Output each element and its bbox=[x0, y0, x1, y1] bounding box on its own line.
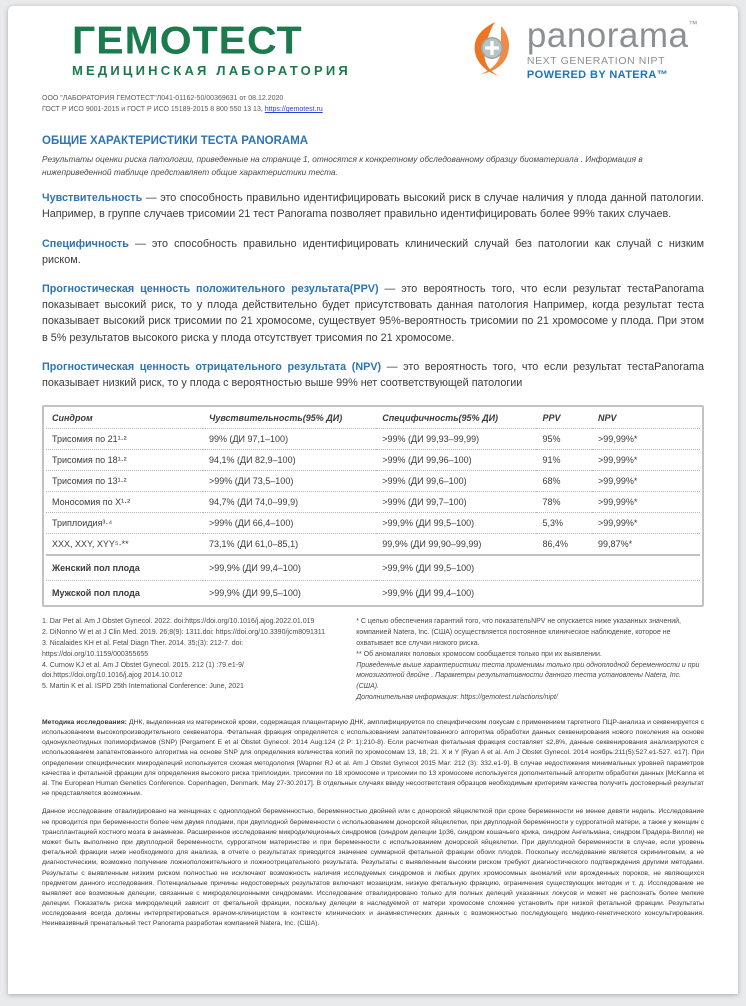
table-cell bbox=[536, 555, 592, 581]
panorama-tagline: NEXT GENERATION NIPT bbox=[526, 54, 666, 67]
table-cell: 95% bbox=[542, 434, 561, 445]
table-cell: >99,99%* bbox=[598, 476, 638, 487]
content bbox=[38, 135, 708, 929]
gemotest-link[interactable]: https://gemotest.ru bbox=[264, 106, 323, 114]
gemotest-logo-title: ГЕМОТЕСТ bbox=[72, 18, 303, 62]
trademark-symbol: ™ bbox=[688, 19, 698, 29]
table-cell: >99,9% (ДИ 99,5–100) bbox=[382, 563, 475, 574]
definition-sensitivity-text: — это способность правильно идентифицировать высокий риск в случае наличия у плода данной патологии. Например, в группе случаев трисомии 21 тест Panorama позволяет правильно идентифицировать более 99% таких случаев. bbox=[42, 192, 704, 221]
footnotes-section bbox=[42, 617, 704, 704]
table-cell: Трисомия по 13¹·² bbox=[52, 476, 127, 487]
col-header-specificity: Специфичность(95% ДИ) bbox=[382, 413, 499, 424]
table-cell: 78% bbox=[542, 497, 561, 508]
table-cell bbox=[592, 555, 700, 581]
document-page bbox=[8, 6, 738, 994]
table-cell: Мужской пол плода bbox=[52, 588, 140, 599]
definition-specificity-text: — это способность правильно идентифицировать клинический случай без патологии как случай с низким риском. bbox=[42, 237, 704, 266]
note-sex-chromosomes: ** Об аномалиях половых хромосом сообщается только при их выявлении. bbox=[356, 650, 602, 658]
methodology-paragraph bbox=[42, 718, 704, 800]
table-cell: >99,9% (ДИ 99,5–100) bbox=[382, 518, 475, 529]
table-cell: 68% bbox=[542, 476, 561, 487]
table-cell: 73,1% (ДИ 61,0–85,1) bbox=[208, 539, 299, 550]
intro-note: Результаты оценки риска патологии, приведенные на странице 1, относятся к конкретному обследованному образцу биоматериала . Информация в нижеприведенной таблице представляет общие характеристики теста. bbox=[42, 154, 643, 177]
definition-sensitivity bbox=[42, 190, 704, 222]
table-row-monosomy-x bbox=[46, 492, 700, 513]
panorama-powered-by: POWERED BY NATERA™ bbox=[526, 68, 669, 81]
references-list bbox=[42, 617, 338, 704]
table-cell: Трисомия по 21¹·² bbox=[52, 434, 127, 445]
table-cell: >99,99%* bbox=[598, 497, 638, 508]
note-npv-guarantee: * С целью обеспечения гарантий того, что показательNPV не опускается ниже указанных значений, компанией Natera, Inc. (США) осуществляется постоянное клиническое наблюдение, которое не охватывает все случаи низкого риска. bbox=[356, 618, 681, 647]
table-cell: >99% (ДИ 99,96–100) bbox=[382, 455, 472, 466]
table-cell: >99% (ДИ 99,7–100) bbox=[382, 497, 467, 508]
nipt-info-link: https://gemotest.ru/actions/nipt/ bbox=[460, 694, 558, 702]
table-cell: 99,87%* bbox=[598, 539, 633, 550]
reference-item: 3. Nicalaides KH et al. Fetal Diagn Ther. 2014. 35;(3): 212-7. doi: https://doi.org/10.1159/000355655 bbox=[42, 639, 244, 658]
table-cell: >99,9% (ДИ 99,4–100) bbox=[382, 588, 475, 599]
table-cell: 99% (ДИ 97,1–100) bbox=[208, 434, 289, 445]
gemotest-logo bbox=[72, 20, 351, 78]
table-row-trisomy13 bbox=[46, 471, 700, 492]
table-cell: >99,99%* bbox=[598, 455, 638, 466]
table-cell: 5,3% bbox=[542, 518, 563, 529]
definition-npv-text: — это вероятность того, что если результат тестаPanorama показывает низкий риск, то у плода с вероятностью выше 99% нет соответствующей патологии bbox=[42, 360, 704, 389]
table-cell: >99,99%* bbox=[598, 434, 638, 445]
col-header-syndrome: Синдром bbox=[52, 413, 93, 424]
registration-line-2: ГОСТ Р ИСО 9001-2015 и ГОСТ Р ИСО 15189-2015 8 800 550 13 13, https://gemotest.ru bbox=[42, 106, 323, 114]
table-cell: >99% (ДИ 99,6–100) bbox=[382, 476, 467, 487]
registration-info bbox=[42, 93, 708, 115]
table-cell: >99% (ДИ 66,4–100) bbox=[208, 518, 294, 529]
table-row-male-sex bbox=[46, 581, 700, 606]
term-ppv: Прогностическая ценность положительного результата(PPV) bbox=[42, 283, 379, 295]
reference-item: 5. Martin K et al. ISPD 25th International Conference: June, 2021 bbox=[42, 683, 244, 691]
table-cell: 94,1% (ДИ 82,9–100) bbox=[208, 455, 296, 466]
definition-ppv bbox=[42, 281, 704, 346]
table-cell: >99,9% (ДИ 99,4–100) bbox=[208, 563, 301, 574]
panorama-logo bbox=[465, 16, 698, 83]
definition-specificity bbox=[42, 236, 704, 268]
term-npv: Прогностическая ценность отрицательного результата (NPV) bbox=[42, 360, 382, 373]
table-cell: >99,99%* bbox=[598, 518, 638, 529]
table-cell: 91% bbox=[542, 455, 561, 466]
table-cell: Моносомия по X¹·² bbox=[52, 497, 131, 508]
table-row-triploidy bbox=[46, 513, 700, 534]
panorama-swirl-icon bbox=[465, 20, 517, 83]
col-header-npv: NPV bbox=[598, 413, 617, 424]
table-cell: Триплоидия³·⁴ bbox=[52, 518, 113, 529]
characteristics-table bbox=[42, 405, 704, 607]
note-applicability: Приведенные выше характеристики теста применимы только при одноплодной беременности и при монозиготной двойне . Параметры результативности данного теста установлены Natera, Inc. (США). bbox=[356, 661, 700, 691]
table-cell: Женский пол плода bbox=[52, 563, 140, 574]
table-cell: >99,9% (ДИ 99,5–100) bbox=[208, 588, 301, 599]
table-row-trisomy21 bbox=[46, 429, 700, 450]
table-cell: 86,4% bbox=[542, 539, 568, 550]
note-additional-info: Дополнительная информация: https://gemotest.ru/actions/nipt/ bbox=[356, 694, 558, 702]
col-header-ppv: PPV bbox=[542, 413, 561, 424]
panorama-brand: panorama™ bbox=[526, 16, 698, 55]
methodology-lead: Методика исследования: bbox=[42, 718, 127, 726]
term-specificity: Специфичность bbox=[42, 237, 129, 250]
gemotest-logo-subtitle: МЕДИЦИНСКАЯ ЛАБОРАТОРИЯ bbox=[72, 63, 351, 78]
definition-npv bbox=[42, 359, 704, 391]
reference-item: 1. Dar Pet al. Am J Obstet Gynecol. 2022. doi:https://doi.org/10.1016/j.ajog.2022.01.019 bbox=[42, 618, 315, 626]
registration-line-1: ООО "ЛАБОРАТОРИЯ ГЕМОТЕСТ"Л041-01162-50/00369631 от 08.12.2020 bbox=[42, 95, 284, 102]
header bbox=[38, 16, 708, 83]
methodology-text: ДНК, выделенная из материнской крови, содержащая плацентарную ДНК, амплифицируется по специфическим локусам с применением таргетного ПЦР-анализа и секвенируется с использованием высокопроизводительного секвенатора. Фетальная фракция определяется с использованием запатентованного алгоритма обработки данных секвенирования нового поколения на основе однонуклеотидных полиморфизмов (SNP) [Pergament E et al Obstet Gynecol. 2014 Aug:124 (2 P: 1):210-8). Если расчетная фетальная фракция составляет ≤2,8%, данные секвенирования анализируются с использованием запатентованного алгоритма на основе SNP для определения количества копий по хромосомам 13, 18, 21. X и Y [Ryan A et al. Am J Obstet Gynecol. 2014 ноябрь:211(5):527.e1-527. e17]. При определении специфических микроделеций используется схожая методология [Wapner RJ et al. Am J Obstet Gynecol 2015 Mar: 212 (3): 332.e1-9]. В случае недостижения минимальных уровней параметров качества и фетальной фракции для определения высокого риска триплоидии. трисомии по 18 хромосоме и трисомии по 13 хромосоме используется дополнительный алгоритм обработки данных [McKanna et al. The European Human Genetics Conference. Copenhagen, Denmark. May 27-30.2017]. В отдельных случаях ввиду несоответствия образцов необходимым критериям качества получить достоверный результат не представляется возможным. bbox=[42, 718, 705, 798]
table-cell bbox=[592, 581, 700, 606]
reference-item: 2. DiNonno W et at J Clin Med. 2019. 26;8(9): 1311.doi: https://doi.org/10.3390/jcm8091311 bbox=[42, 628, 326, 636]
definition-ppv-text: — это вероятность того, что если результат тестаPanorama показывает высокий риск, то у плода действительно будет присутствовать данная патология Например, когда результат теста показывает высокий риск трисомии по 21 хромосоме, существует 95%-вероятность трисомии по 21 хромосоме у плода. При этом в 5% результатов высокого риска у плода отсутствует трисомия по 21 хромосоме. bbox=[42, 283, 704, 344]
col-header-sensitivity: Чувствительность(95% ДИ) bbox=[208, 413, 343, 424]
reference-item: 4. Curnow KJ et al. Am J Obstet Gynecol. 2015. 212 (1) :79.e1-9/ doi.https://doi.org/10.1016/j.ajog 2014.10.012 bbox=[42, 661, 244, 680]
table-cell: >99% (ДИ 99,93–99,99) bbox=[382, 434, 480, 445]
table-cell: XXX, XXY, XYY⁵·** bbox=[52, 539, 129, 550]
page-title: ОБЩИЕ ХАРАКТЕРИСТИКИ ТЕСТА PANORAMA bbox=[42, 135, 309, 148]
term-sensitivity: Чувствительность bbox=[42, 192, 143, 205]
validation-paragraph: Данное исследование отвалидировано на женщинах с одноплодной беременностью, беременностью двойней или с донорской яйцеклеткой при сроке беременности не менее девяти недель. Исследование не проводится при беременности более чем двумя плодами, при двуплодной беременности с использованием донорской яйцеклетки, при двуплодной беременности у суррогатной матери, а также у женщин с трансплантацией костного мозга в анамнезе. Расширенное исследование микроделеционных синдромов (синдром делеции 1p36, синдром кошачьего крика, синдром Ангельмана, синдром Прадера-Вилли) не может быть выполнено при двуплодной беременности, суррогатном материнстве и при беременности с использованием донорской яйцеклетки. При двуплодной беременности в случае, если уровень фетальной фракции ниже необходимого для анализа, в отчете о результатах приводится значение суммарной фетальной фракции обоих плодов. Поскольку исследование является скрининговым, а не диагностическим, возможно получение ложноположительного и ложноотрицательного результата. Результаты с выявленным высоким риском требуют диагностического подтверждения другими методами. Результаты с выявленным низким риском полностью не исключают возможность наличия исследуемых синдромов и любых других хромосомных аномалий или врожденных пороков, не являющихся предметом данного исследования. Потенциальные причины недостоверных результатов включают мозаицизм, низкую фетальную фракцию, ограничения существующих методик и т. д. Исследование не выявляет все возможные делеции, связанные с микроделеционными синдромами. Исследование отвалидировано только для полных делеций указанных локусов и может не распознать более мелкие делеции. Показатель риска микроделеций зависит от фетальной фракции, поскольку делеции в наследуемой от матери хромосоме сложнее установить при низкой фетальной фракции. Результаты исследования всегда должны интерпретироваться врачом-клиницистом в контексте клинических и анамнестических данных с возможностью последующего медико-генетического консультирования. Неинвазивный пренатальный тест Panorama разработан компанией Natera, Inc. (США). bbox=[42, 808, 704, 928]
table-cell: >99% (ДИ 73,5–100) bbox=[208, 476, 294, 487]
table-header-row bbox=[46, 407, 700, 429]
asterisk-notes bbox=[356, 617, 704, 704]
table-cell: 99,9% (ДИ 99,90–99,99) bbox=[382, 539, 482, 550]
table-row-female-sex bbox=[46, 555, 700, 581]
table-cell: Трисомия по 18¹·² bbox=[52, 455, 127, 466]
table-row-sex-aneuploidy bbox=[46, 534, 700, 556]
table-cell: 94,7% (ДИ 74,0–99,9) bbox=[208, 497, 299, 508]
table-cell bbox=[536, 581, 592, 606]
table-row-trisomy18 bbox=[46, 450, 700, 471]
